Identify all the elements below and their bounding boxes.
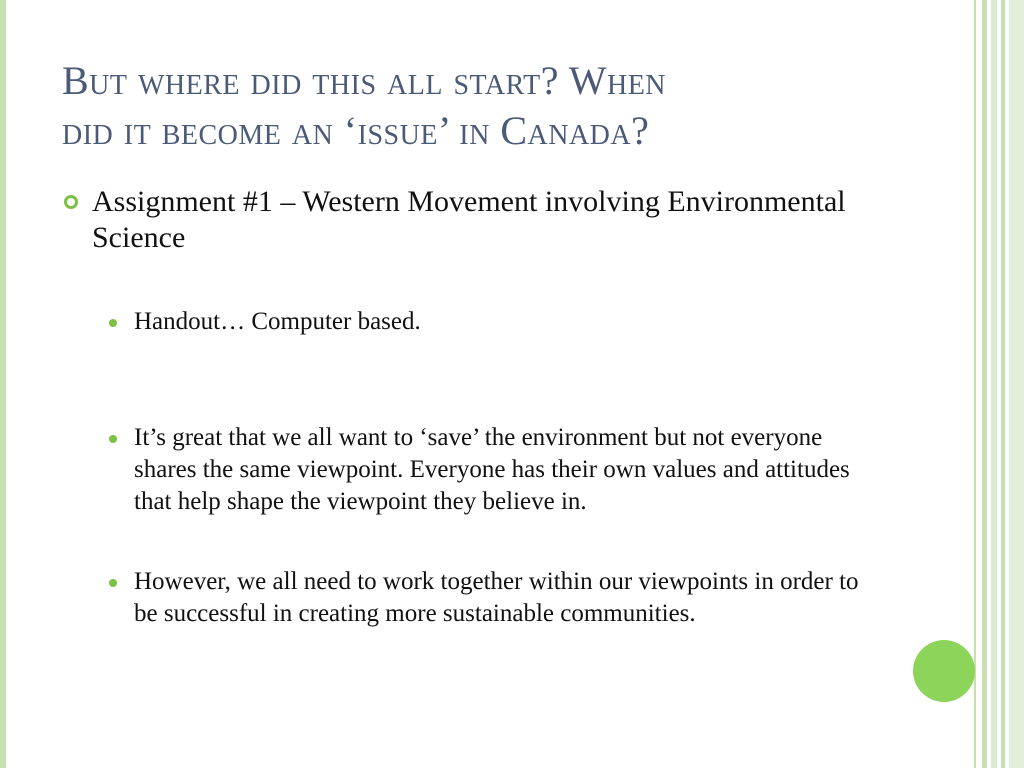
- title-line-2: did it become an ‘issue’ in Canada?: [62, 108, 650, 153]
- main-bullet: [62, 184, 882, 256]
- stripe: [1009, 0, 1024, 768]
- dot-bullet-icon: [109, 579, 117, 587]
- sub-bullet: [62, 566, 882, 630]
- ring-bullet-icon: [64, 195, 78, 209]
- sub-bullet: [62, 306, 882, 338]
- dot-bullet-icon: [109, 435, 117, 443]
- sub-bullet-text: Handout… Computer based.: [134, 308, 421, 335]
- left-border-stripe: [0, 0, 6, 768]
- sub-bullet-text: It’s great that we all want to ‘save’ the environment but not everyone shares the same viewpoint. Everyone has their own values and attitudes that help shape the viewpoint they believe in.: [134, 424, 850, 515]
- decorative-circle: [913, 640, 975, 702]
- title-line-1: But where did this all start? When: [62, 58, 667, 103]
- slide-title: [62, 56, 922, 156]
- stripe: [974, 0, 976, 768]
- dot-bullet-icon: [109, 319, 117, 327]
- sub-bullet-text: However, we all need to work together within our viewpoints in order to be successful in creating more sustainable communities.: [134, 568, 859, 627]
- stripe: [982, 0, 987, 768]
- sub-bullet: [62, 422, 882, 518]
- main-bullet-text: Assignment #1 – Western Movement involving Environmental Science: [92, 185, 846, 254]
- slide-content: [62, 184, 882, 630]
- right-decorative-stripes: [974, 0, 1024, 768]
- stripe: [991, 0, 997, 768]
- stripe: [1001, 0, 1005, 768]
